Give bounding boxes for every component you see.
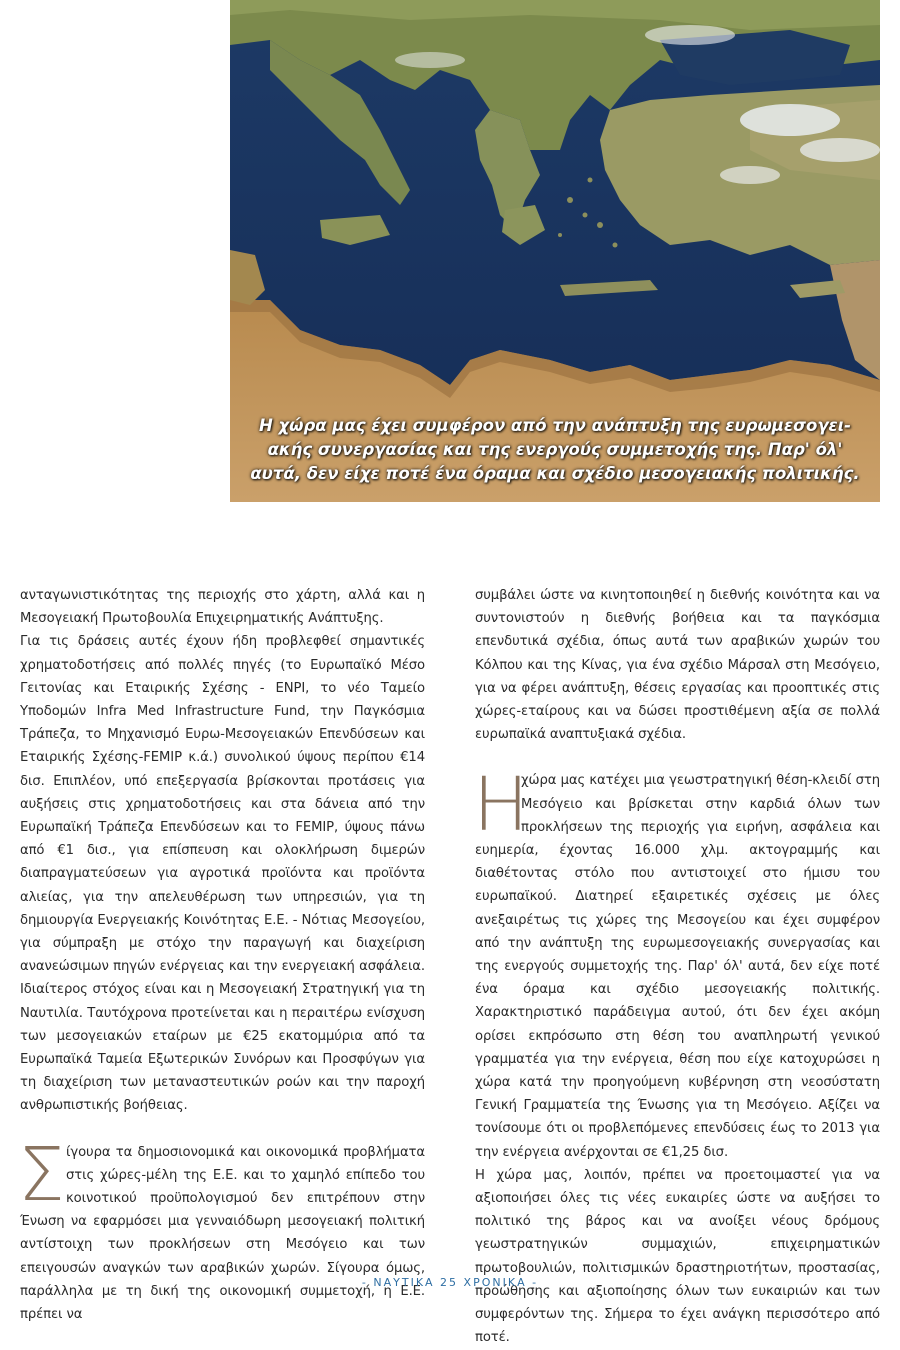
paragraph: ανταγωνιστικότητας της περιοχής στο χάρτη, αλλά και η Μεσογειακή Πρωτοβουλία Επιχειρηματικής Ανάπτυξης. — [20, 588, 425, 627]
caption-line: αυτά, δεν είχε ποτέ ένα όραμα και σχέδιο μεσογειακής πολιτικής. — [250, 464, 860, 483]
dropcap-letter: Σ — [18, 1131, 65, 1218]
left-text-column — [20, 584, 425, 1326]
paragraph-with-dropcap — [473, 762, 880, 1163]
paragraph: συμβάλει ώστε να κινητοποιηθεί η διεθνής κοινότητα και να συντονιστούν η διεθνής βοήθεια και τα παγκόσμια επενδυτικά σχέδια, όπως αυτά των αραβικών χωρών του Κόλπου και της Κίνας, για ένα σχέδιο Μάρσαλ στη Μεσόγειο, για να φέρει ανάπτυξη, θέσεις εργασίας και προοπτικές στις χώρες-εταίρους και να δώσει προστιθέμενη αξία σε πολλά ευρωπαϊκά αναπτυξιακά σχέδια. — [475, 588, 880, 743]
paragraph: Για τις δράσεις αυτές έχουν ήδη προβλεφθεί σημαντικές χρηματοδοτήσεις από πολλές πηγές (το Ευρωπαϊκό Μέσο Γειτονίας και Εταιρικής Σχέσης - ENPI, το νέο Ταμείο Υποδομών Infra Med Infrastructure Fund, την Παγκόσμια Τράπεζα, το Μηχανισμό Ευρω-Μεσογειακών Επενδύσεων και Εταιρικής Σχέσης-FEMIP κ.ά.) συνολικού ύψους περίπου €14 δισ. Επιπλέον, υπό επεξεργασία βρίσκονται προτάσεις για αυξήσεις στις χρηματοδοτήσεις και στα δάνεια από την Ευρωπαϊκή Τράπεζα Επενδύσεων και το FEMIP, ύψους πάνω από €1 δισ., για επίσπευση και ολοκλήρωση διμερών διαπραγματεύσεων για αγροτικά προϊόντα και προϊόντα αλιείας, για την απελευθέρωση των υπηρεσιών, για τη δημιουργία Ενεργειακής Κοινότητας Ε.Ε. - Νότιας Μεσογείου, για σύμπραξη με στόχο την παραγωγή και διαχείριση ανανεώσιμων πηγών ενέργειας και την ενεργειακή ασφάλεια. Ιδιαίτερος στόχος είναι και η Μεσογειακή Στρατηγική για τη Ναυτιλία. Ταυτόχρονα προτείνεται και η περαιτέρω ενίσχυση των μεσογειακών εταίρων με €25 εκατομμύρια από τα Ευρωπαϊκά Ταμεία Εξωτερικών Συνόρων και Προσφύγων για τη διαχείριση των μεταναστευτικών ροών και την παροχή ανθρωπιστικής βοήθειας. — [20, 634, 425, 1114]
paragraph-text: χώρα μας κατέχει μια γεωστρατηγική θέση-κλειδί στη Μεσόγειο και βρίσκεται στην καρδιά όλων των προκλήσεων της περιοχής για ειρήνη, ασφάλεια και ευημερία, έχοντας 16.000 χλμ. ακτογραμμής και διαθέτοντας στόλο που αντιστοιχεί στο ήμισυ του ευρωπαϊκού. Διατηρεί εξαιρετικές σχέσεις με όλες ανεξαιρέτως τις χώρες της Μεσογείου και έχει συμφέρον από την ανάπτυξη της ευρωμεσογειακής συνεργασίας και της ενεργούς συμμετοχής της. Παρ' όλ' αυτά, δεν είχε ποτέ ένα όραμα και σχέδιο μεσογειακής πολιτικής. Χαρακτηριστικό παράδειγμα αυτού, ότι δεν έχει ακόμη ορίσει εκπρόσωπο στη θέση του αναπληρωτή γενικού γραμματέα για την ενέργεια, θέση που είχε κατοχυρώσει η χώρα κατά την προηγούμενη κυβέρνηση στη νεοσύστατη Γενική Γραμματεία της Ένωσης για τη Μεσόγειο. Αξίζει να τονίσουμε ότι οι προβλεπόμενες επενδύσεις έως το 2013 για την ενέργεια ανέρχονται σε €1,25 δισ. — [475, 773, 880, 1160]
paragraph-with-dropcap — [18, 1131, 425, 1327]
mediterranean-satellite-photo — [230, 0, 880, 502]
dropcap-letter: Η — [473, 762, 529, 849]
paragraph-text: ίγουρα τα δημοσιονομικά και οικονομικά προβλήματα στις χώρες-μέλη της Ε.Ε. και το χαμηλό επίπεδο του κοινοτικού προϋπολογισμού δεν επιτρέπουν στην Ένωση να εφαρμόσει μια γενναιόδωρη μεσογειακή πολιτική αντίστοιχη των προκλήσεων στη Μεσόγειο και των επειγουσών αναγκών των αραβικών χωρών. Σίγουρα όμως, παράλληλα με τη δική της οικονομική συμμετοχή, η Ε.Ε. πρέπει να — [20, 1144, 425, 1323]
photo-caption — [248, 414, 862, 486]
page-footer: - ΝΑΥΤΙΚΑ 25 ΧΡΟΝΙΚΑ - — [361, 1276, 539, 1289]
caption-line: ακής συνεργασίας και της ενεργούς συμμετοχής της. Παρ' όλ' — [267, 440, 843, 459]
caption-line: Η χώρα μας έχει συμφέρον από την ανάπτυξη της ευρωμεσογει- — [258, 416, 852, 435]
right-text-column — [475, 584, 880, 1350]
paragraph: Η χώρα μας, λοιπόν, πρέπει να προετοιμαστεί για να αξιοποιήσει όλες τις νέες ευκαιρίες ώστε να αυξήσει το πολιτικό της βάρος και να ανοίξει νέους δρόμους γεωστρατηγικών συμμαχιών, επιχειρηματικών πρωτοβουλιών, πολιτισμικών δραστηριοτήτων, προστασίας, προώθησης και αξιοποίησης όλων των ευκαιριών και των συμφερόντων της. Σήμερα το έχει ανάγκη περισσότερο από ποτέ. — [475, 1167, 880, 1346]
